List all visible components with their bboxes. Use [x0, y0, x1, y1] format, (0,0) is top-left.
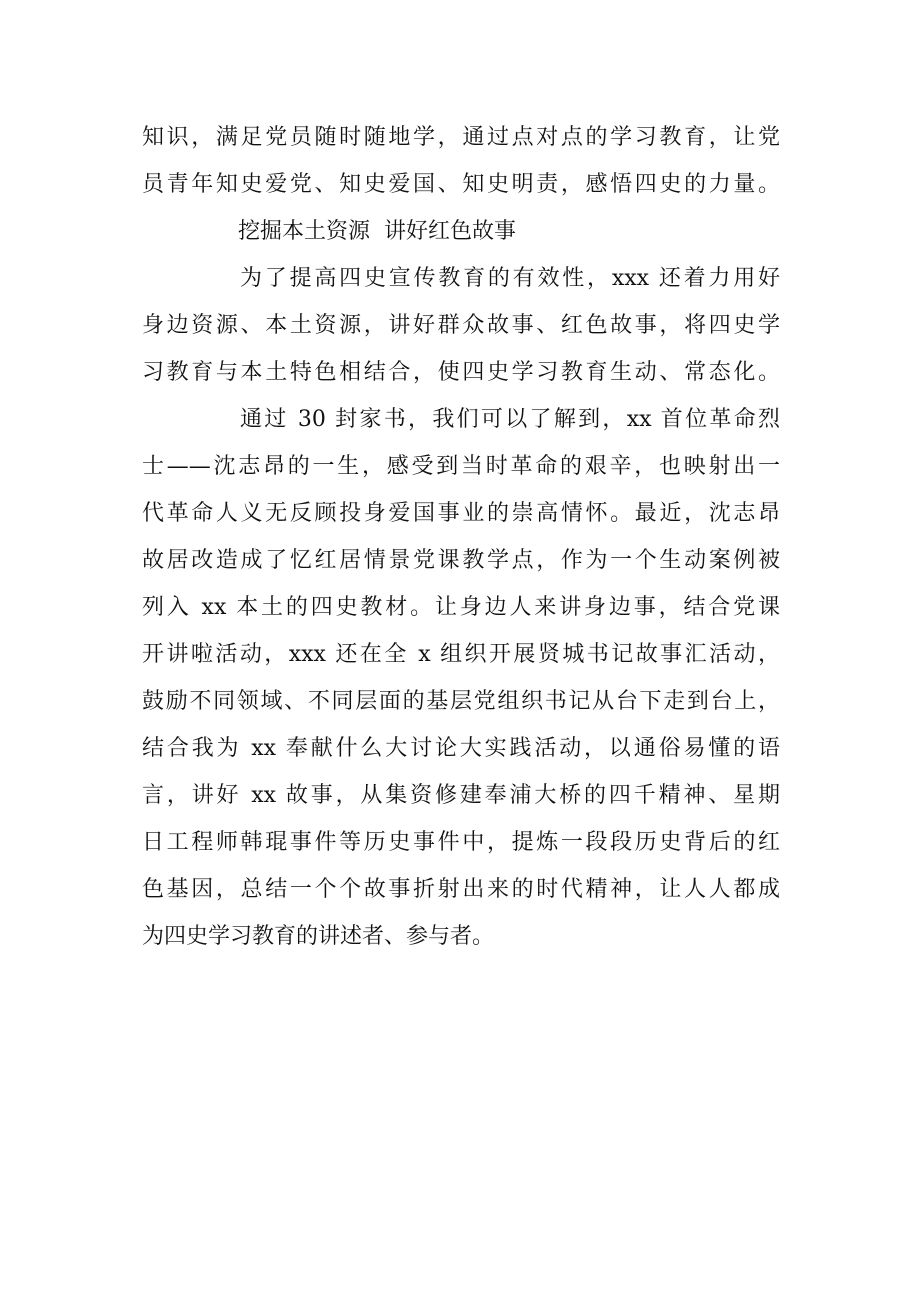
- text-line: 士——沈志昂的一生，感受到当时革命的艰辛，也映射出一: [142, 454, 780, 479]
- text-line: 鼓励不同领域、不同层面的基层党组织书记从台下走到台上，: [142, 689, 780, 714]
- text-line: 习教育与本土特色相结合，使四史学习教育生动、常态化。: [142, 360, 780, 385]
- text-line: 身边资源、本土资源，讲好群众故事、红色故事，将四史学: [142, 313, 780, 338]
- paragraph-family-letters: [142, 396, 780, 960]
- text-line: 通过 30 封家书，我们可以了解到，xx 首位革命烈: [240, 407, 780, 432]
- paragraph-intro-continuation: [142, 114, 780, 208]
- text-line: 色基因，总结一个个故事折射出来的时代精神，让人人都成: [142, 877, 780, 902]
- text-line: 列入 xx 本土的四史教材。让身边人来讲身边事，结合党课: [142, 595, 780, 620]
- text-line: 日工程师韩琨事件等历史事件中，提炼一段段历史背后的红: [142, 830, 780, 855]
- text-line: 言，讲好 xx 故事，从集资修建奉浦大桥的四千精神、星期: [142, 783, 780, 808]
- document-page: [142, 114, 780, 960]
- text-line: 知识，满足党员随时随地学，通过点对点的学习教育，让党: [142, 125, 780, 150]
- text-line: 开讲啦活动，xxx 还在全 x 组织开展贤城书记故事汇活动，: [142, 642, 780, 667]
- text-line: 代革命人义无反顾投身爱国事业的崇高情怀。最近，沈志昂: [142, 501, 780, 526]
- text-line: 为四史学习教育的讲述者、参与者。: [142, 924, 495, 949]
- text-line: 员青年知史爱党、知史爱国、知史明责，感悟四史的力量。: [142, 172, 780, 197]
- text-line: 结合我为 xx 奉献什么大讨论大实践活动，以通俗易懂的语: [142, 736, 780, 761]
- text-line: 为了提高四史宣传教育的有效性，xxx 还着力用好: [240, 266, 780, 291]
- section-heading: 挖掘本土资源 讲好红色故事: [238, 219, 516, 244]
- text-line: 故居改造成了忆红居情景党课教学点，作为一个生动案例被: [142, 548, 780, 573]
- paragraph-local-resources: [142, 255, 780, 396]
